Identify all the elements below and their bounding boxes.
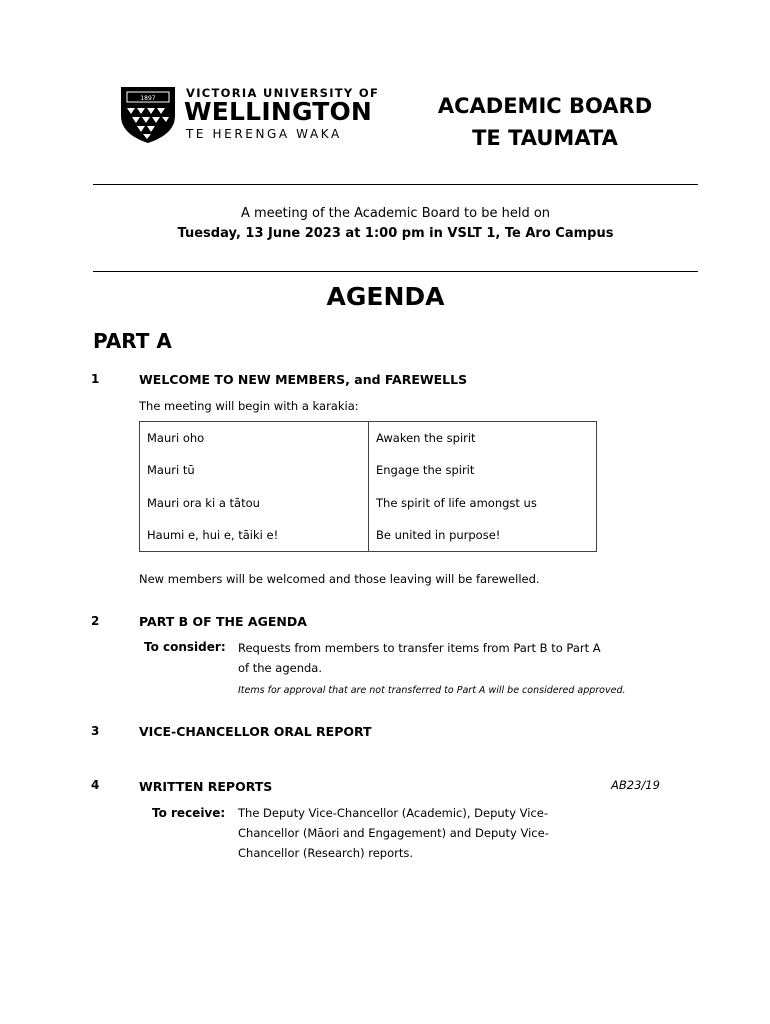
university-shield-logo xyxy=(120,86,176,144)
table-row xyxy=(140,422,597,455)
item-2-number: 2 xyxy=(91,614,100,628)
item-3-number: 3 xyxy=(91,724,100,738)
divider-bottom xyxy=(93,271,698,272)
transfer-note: Items for approval that are not transferred to Part A will be considered approved. xyxy=(238,685,626,696)
board-title xyxy=(420,90,670,154)
meeting-details: Tuesday, 13 June 2023 at 1:00 pm in VSLT 1, Te Aro Campus xyxy=(177,226,614,241)
to-consider-text-line1: Requests from members to transfer items from Part B to Part A xyxy=(238,641,601,655)
logo-year: 1897 xyxy=(140,95,156,102)
welcome-closing-text: New members will be welcomed and those leaving will be farewelled. xyxy=(139,572,540,586)
meeting-intro: A meeting of the Academic Board to be held on xyxy=(240,206,551,221)
board-title-line1: ACADEMIC BOARD xyxy=(437,94,653,118)
item-1-number: 1 xyxy=(91,372,100,386)
logo-text-line3: TE HERENGA WAKA xyxy=(186,127,342,141)
to-consider-label: To consider: xyxy=(144,640,226,654)
to-receive-text-line1: The Deputy Vice-Chancellor (Academic), Deputy Vice- xyxy=(238,806,549,820)
item-4-heading: WRITTEN REPORTS xyxy=(139,779,273,794)
item-4-reference: AB23/19 xyxy=(611,778,660,792)
agenda-title: AGENDA xyxy=(326,282,445,311)
table-row xyxy=(140,487,597,520)
karakia-intro: The meeting will begin with a karakia: xyxy=(139,399,359,413)
to-receive-label: To receive: xyxy=(152,806,226,820)
table-row xyxy=(140,519,597,552)
karakia-table xyxy=(139,421,597,552)
item-1-heading: WELCOME TO NEW MEMBERS, and FAREWELLS xyxy=(139,372,468,387)
logo-text-line1: VICTORIA UNIVERSITY OF xyxy=(186,86,380,100)
divider-top xyxy=(93,184,698,185)
karakia-english-1: Awaken the spirit xyxy=(369,422,597,455)
to-receive-text-line2: Chancellor (Māori and Engagement) and Deputy Vice- xyxy=(238,826,549,840)
board-title-line2: TE TAUMATA xyxy=(472,126,618,150)
item-3-heading: VICE-CHANCELLOR ORAL REPORT xyxy=(139,724,372,739)
to-receive-text-line3: Chancellor (Research) reports. xyxy=(238,846,414,860)
karakia-english-2: Engage the spirit xyxy=(369,454,597,487)
part-title: PART A xyxy=(93,329,172,353)
item-4-number: 4 xyxy=(91,778,100,792)
karakia-maori-1: Mauri oho xyxy=(140,422,369,455)
karakia-maori-4: Haumi e, hui e, tāiki e! xyxy=(140,519,369,552)
table-row xyxy=(140,454,597,487)
karakia-english-4: Be united in purpose! xyxy=(369,519,597,552)
karakia-english-3: The spirit of life amongst us xyxy=(369,487,597,520)
karakia-maori-2: Mauri tū xyxy=(140,454,369,487)
logo-text-line2: WELLINGTON xyxy=(184,97,373,126)
item-2-heading: PART B OF THE AGENDA xyxy=(139,614,307,629)
to-consider-text-line2: of the agenda. xyxy=(238,661,322,675)
karakia-maori-3: Mauri ora ki a tātou xyxy=(140,487,369,520)
